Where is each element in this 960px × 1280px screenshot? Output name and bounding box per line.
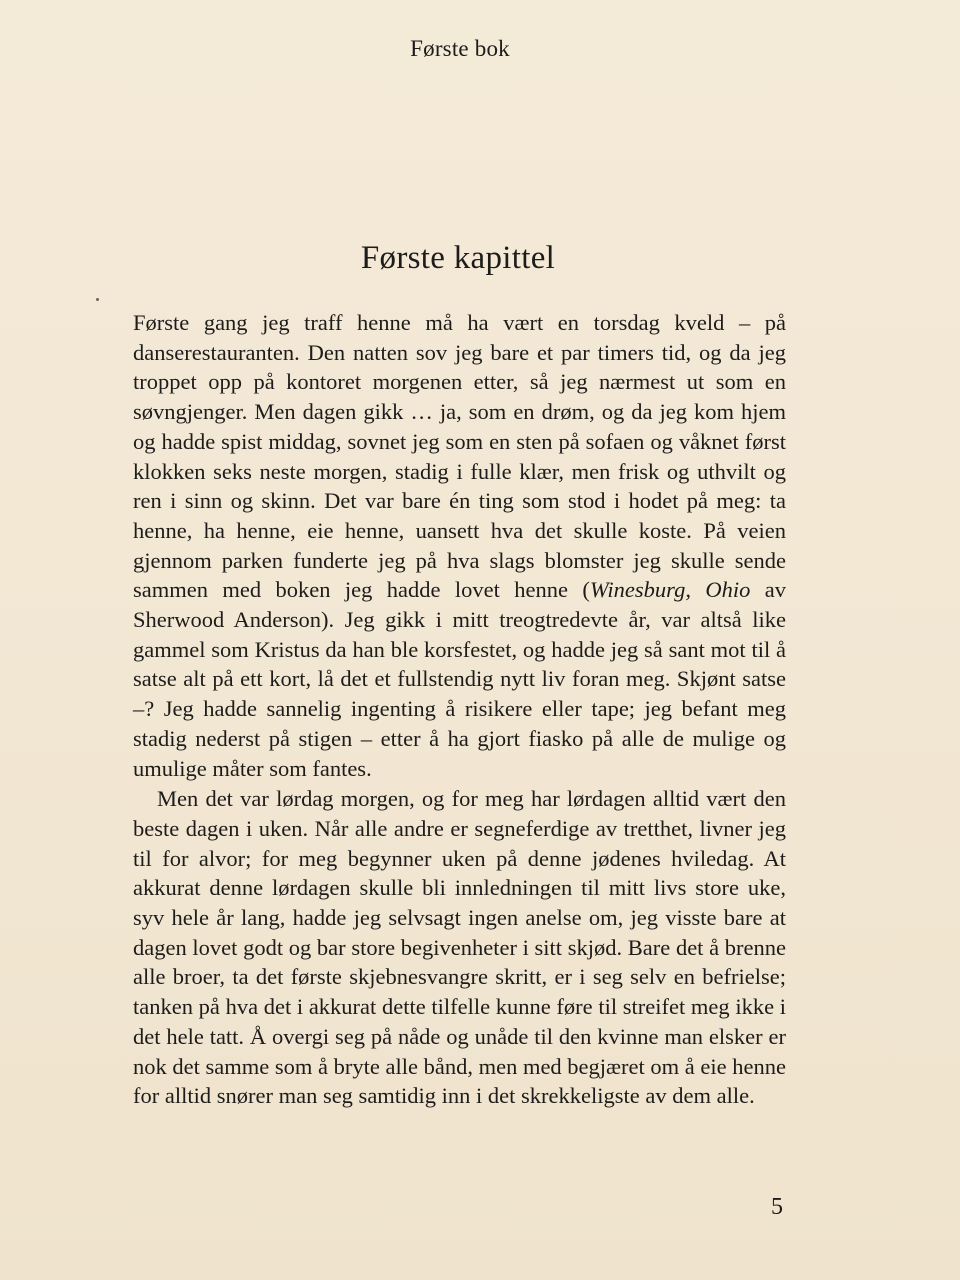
paper-speck <box>96 298 99 301</box>
book-title-italic: Winesburg, Ohio <box>589 577 751 603</box>
paragraph-1 <box>133 308 786 783</box>
chapter-title: Første kapittel <box>360 240 556 276</box>
paragraph-2: Men det var lørdag morgen, og for meg har lørdagen alltid vært den beste dagen i uken. Når alle andre er segneferdige av tretthet, livner jeg til for alvor; for meg begynner uken på denne jødenes hviledag. At akkurat denne lørdagen skulle bli innledningen til mitt livs store uke, syv hele år lang, hadde jeg selvsagt ingen anelse om, jeg visste bare at dagen lovet godt og bar store begivenheter i sitt skjød. Bare det å brenne alle broer, ta det første skjebnesvangre skritt, er i seg selv en befrielse; tanken på hva det i akkurat dette tilfelle kunne føre til streifet meg ikke i det hele tatt. Å overgi seg på nåde og unåde til den kvinne man elsker er nok det samme som å bryte alle bånd, men med begjæret om å eie henne for alltid snører man seg samtidig inn i det skrekkeligste av dem alle. <box>133 786 786 1109</box>
paragraph-1-text-a: Første gang jeg traff henne må ha vært en torsdag kveld – på danserestauranten. Den natten sov jeg bare et par timers tid, og da jeg troppet opp på kontoret morgenen etter, så jeg nærmest ut som en søvngjenger. Men dagen gikk … ja, som en drøm, og da jeg kom hjem og hadde spist middag, sovnet jeg som en sten på sofaen og våknet først klokken seks neste morgen, stadig i fulle klær, men frisk og uthvilt og ren i sinn og skinn. Det var bare én ting som stod i hodet på meg: ta henne, ha henne, eie henne, uansett hva det skulle koste. På veien gjennom parken funderte jeg på hva slags blomster jeg skulle sende sammen med boken jeg hadde lovet henne ( <box>133 310 786 603</box>
page-number: 5 <box>771 1194 783 1220</box>
paragraph-1-text-b: av Sherwood Anderson). Jeg gikk i mitt treogtredevte år, var altså like gammel som Kristus da han ble korsfestet, og hadde jeg så sant mot til å satse alt på ett kort, lå det et fullstendig nytt liv foran meg. Skjønt satse –? Jeg hadde sannelig ingenting å risikere eller tape; jeg befant meg stadig nederst på stigen – etter å ha gjort fiasko på alle de mulige og umulige måter som fantes. <box>133 577 786 781</box>
body-text <box>133 308 786 1111</box>
running-header: Første bok <box>410 36 510 61</box>
